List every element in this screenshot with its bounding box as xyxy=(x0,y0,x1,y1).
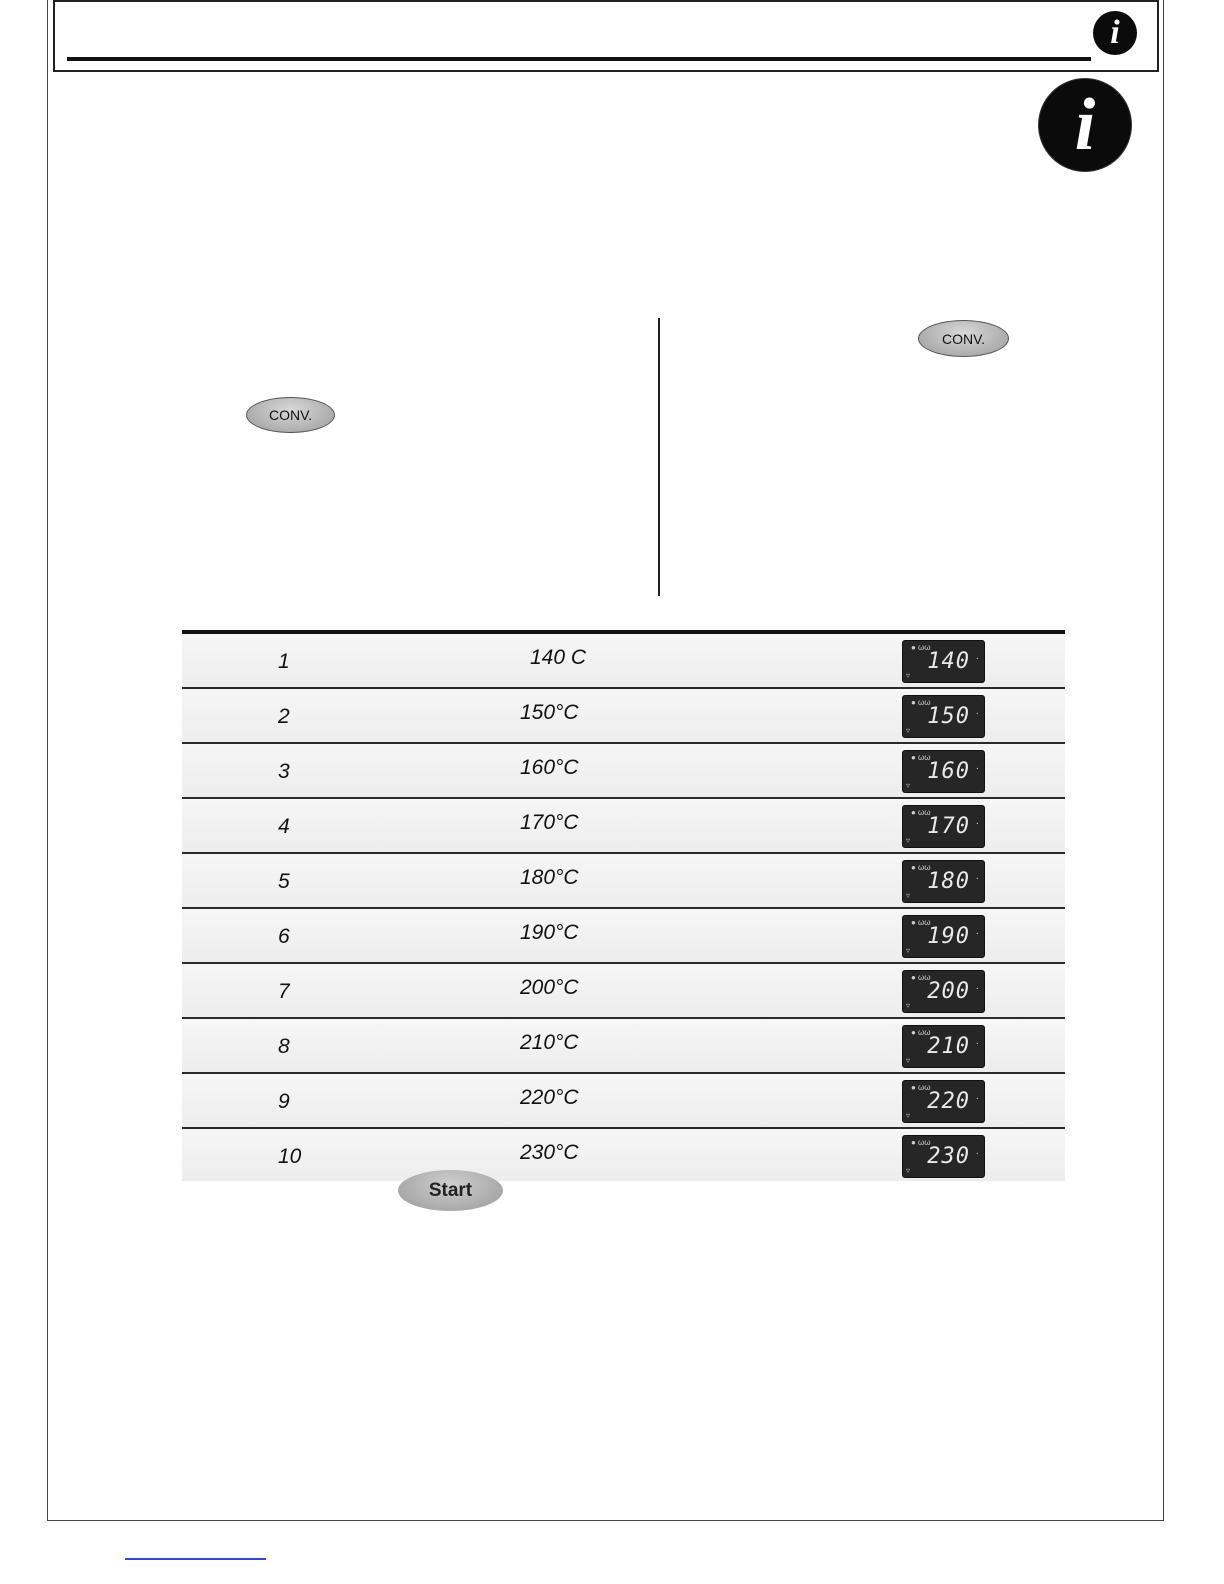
lcd-digits: 140 xyxy=(927,649,970,674)
lcd-digits: 220 xyxy=(927,1089,970,1114)
temperature: 200°C xyxy=(520,976,579,999)
lcd-indicator-icons: ● ωω xyxy=(911,753,931,762)
lcd-dot: · xyxy=(975,873,979,884)
table-row xyxy=(182,1129,1065,1181)
temperature: 190°C xyxy=(520,921,579,944)
power-level: 7 xyxy=(278,980,290,1003)
temperature: 150°C xyxy=(520,701,579,724)
lcd-mark-icon: ▿ xyxy=(906,891,911,900)
lcd-indicator-icons: ● ωω xyxy=(911,808,931,817)
lcd-mark-icon: ▿ xyxy=(906,1056,911,1065)
footer-link-underline[interactable] xyxy=(125,1558,266,1560)
lcd-mark-icon: ▿ xyxy=(906,836,911,845)
lcd-mark-icon: ▿ xyxy=(906,1001,911,1010)
lcd-digits: 190 xyxy=(927,924,970,949)
table-row xyxy=(182,1019,1065,1074)
lcd-mark-icon: ▿ xyxy=(906,946,911,955)
lcd-indicator-icons: ● ωω xyxy=(911,643,931,652)
lcd-dot: · xyxy=(975,928,979,939)
table-row xyxy=(182,634,1065,689)
lcd-dot: · xyxy=(975,1093,979,1104)
lcd-mark-icon: ▿ xyxy=(906,1166,911,1175)
table-row xyxy=(182,854,1065,909)
lcd-display xyxy=(902,915,985,958)
lcd-indicator-icons: ● ωω xyxy=(911,1138,931,1147)
lcd-indicator-icons: ● ωω xyxy=(911,1083,931,1092)
lcd-digits: 170 xyxy=(927,814,970,839)
lcd-indicator-icons: ● ωω xyxy=(911,918,931,927)
header-box xyxy=(53,0,1159,72)
lcd-digits: 150 xyxy=(927,704,970,729)
lcd-mark-icon: ▿ xyxy=(906,726,911,735)
lcd-digits: 210 xyxy=(927,1034,970,1059)
power-level: 10 xyxy=(278,1145,302,1168)
column-divider xyxy=(658,318,660,596)
lcd-display xyxy=(902,695,985,738)
table-row xyxy=(182,909,1065,964)
convection-temperature-table xyxy=(182,630,1065,1181)
power-level: 2 xyxy=(278,705,290,728)
lcd-mark-icon: ▿ xyxy=(906,1111,911,1120)
table-row xyxy=(182,799,1065,854)
lcd-mark-icon: ▿ xyxy=(906,671,911,680)
temperature: 170°C xyxy=(520,811,579,834)
lcd-dot: · xyxy=(975,708,979,719)
temperature: 180°C xyxy=(520,866,579,889)
lcd-indicator-icons: ● ωω xyxy=(911,863,931,872)
lcd-digits: 200 xyxy=(927,979,970,1004)
lcd-indicator-icons: ● ωω xyxy=(911,698,931,707)
power-level: 9 xyxy=(278,1090,290,1113)
lcd-dot: · xyxy=(975,1148,979,1159)
lcd-digits: 160 xyxy=(927,759,970,784)
table-row xyxy=(182,689,1065,744)
power-level: 3 xyxy=(278,760,290,783)
lcd-mark-icon: ▿ xyxy=(906,781,911,790)
lcd-dot: · xyxy=(975,818,979,829)
info-icon-large: i xyxy=(1039,79,1131,171)
lcd-display xyxy=(902,860,985,903)
lcd-display xyxy=(902,970,985,1013)
table-row xyxy=(182,744,1065,799)
lcd-display xyxy=(902,1025,985,1068)
lcd-indicator-icons: ● ωω xyxy=(911,973,931,982)
lcd-dot: · xyxy=(975,653,979,664)
lcd-digits: 180 xyxy=(927,869,970,894)
lcd-display xyxy=(902,1080,985,1123)
temperature: 210°C xyxy=(520,1031,579,1054)
lcd-display xyxy=(902,805,985,848)
power-level: 6 xyxy=(278,925,290,948)
power-level: 1 xyxy=(278,650,290,673)
table-row xyxy=(182,964,1065,1019)
temperature: 220°C xyxy=(520,1086,579,1109)
start-button[interactable]: Start xyxy=(398,1170,503,1211)
header-rule xyxy=(67,57,1091,61)
temperature: 140 C xyxy=(530,646,587,669)
conv-button-right[interactable]: CONV. xyxy=(918,320,1009,357)
temperature: 160°C xyxy=(520,756,579,779)
lcd-display xyxy=(902,750,985,793)
power-level: 8 xyxy=(278,1035,290,1058)
lcd-digits: 230 xyxy=(927,1144,970,1169)
lcd-dot: · xyxy=(975,983,979,994)
lcd-dot: · xyxy=(975,1038,979,1049)
conv-button-left[interactable]: CONV. xyxy=(246,397,335,433)
lcd-dot: · xyxy=(975,763,979,774)
info-icon: i xyxy=(1093,11,1137,55)
power-level: 4 xyxy=(278,815,290,838)
lcd-display xyxy=(902,640,985,683)
power-level: 5 xyxy=(278,870,290,893)
lcd-display xyxy=(902,1135,985,1178)
temperature: 230°C xyxy=(520,1141,579,1164)
lcd-indicator-icons: ● ωω xyxy=(911,1028,931,1037)
table-row xyxy=(182,1074,1065,1129)
